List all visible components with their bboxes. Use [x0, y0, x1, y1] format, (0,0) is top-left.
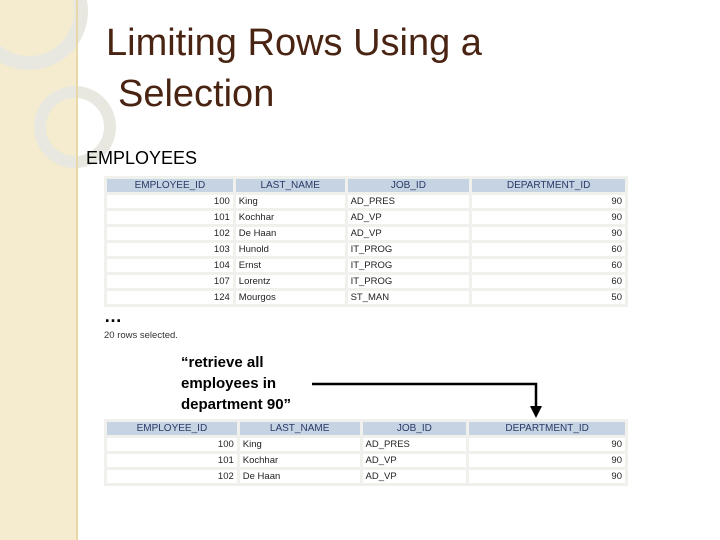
- ellipsis: …: [104, 306, 122, 326]
- table-header-row: [107, 422, 625, 435]
- table-caption: EMPLOYEES: [86, 148, 198, 168]
- cell-job-id: AD_VP: [363, 454, 467, 467]
- cell-employee-id: 101: [107, 454, 237, 467]
- cell-department-id: 90: [469, 470, 625, 483]
- slide-title-line-1: Limiting Rows Using a: [106, 22, 482, 64]
- column-header: LAST_NAME: [236, 179, 345, 192]
- cell-last-name: Ernst: [236, 259, 345, 272]
- cell-job-id: IT_PROG: [348, 275, 470, 288]
- cell-employee-id: 107: [107, 275, 233, 288]
- column-header: EMPLOYEE_ID: [107, 179, 233, 192]
- cell-department-id: 90: [469, 454, 625, 467]
- cell-department-id: 60: [472, 275, 625, 288]
- callout-line: “retrieve all: [181, 354, 264, 371]
- cell-job-id: IT_PROG: [348, 243, 470, 256]
- cell-job-id: AD_PRES: [348, 195, 470, 208]
- column-header: LAST_NAME: [240, 422, 360, 435]
- cell-last-name: Lorentz: [236, 275, 345, 288]
- table-row: [107, 470, 625, 483]
- callout-line: department 90”: [181, 396, 292, 413]
- cell-employee-id: 102: [107, 227, 233, 240]
- column-header: DEPARTMENT_ID: [469, 422, 625, 435]
- column-header: EMPLOYEE_ID: [107, 422, 237, 435]
- callout-line: employees in: [181, 375, 277, 392]
- column-header: DEPARTMENT_ID: [472, 179, 625, 192]
- cell-job-id: AD_VP: [348, 227, 470, 240]
- table-row: [107, 454, 625, 467]
- table-row: [107, 438, 625, 451]
- cell-job-id: AD_VP: [363, 470, 467, 483]
- cell-department-id: 60: [472, 259, 625, 272]
- cell-department-id: 50: [472, 291, 625, 304]
- cell-job-id: ST_MAN: [348, 291, 470, 304]
- cell-job-id: IT_PROG: [348, 259, 470, 272]
- cell-employee-id: 102: [107, 470, 237, 483]
- cell-last-name: King: [236, 195, 345, 208]
- cell-employee-id: 100: [107, 438, 237, 451]
- cell-job-id: AD_PRES: [363, 438, 467, 451]
- cell-job-id: AD_VP: [348, 211, 470, 224]
- cell-employee-id: 101: [107, 211, 233, 224]
- cell-employee-id: 104: [107, 259, 233, 272]
- cell-department-id: 60: [472, 243, 625, 256]
- cell-last-name: Hunold: [236, 243, 345, 256]
- cell-last-name: De Haan: [240, 470, 360, 483]
- cell-employee-id: 103: [107, 243, 233, 256]
- slide-title-line-2: Selection: [118, 73, 275, 115]
- cell-department-id: 90: [469, 438, 625, 451]
- cell-department-id: 90: [472, 195, 625, 208]
- column-header: JOB_ID: [363, 422, 467, 435]
- cell-last-name: Kochhar: [236, 211, 345, 224]
- cell-department-id: 90: [472, 211, 625, 224]
- cell-last-name: King: [240, 438, 360, 451]
- filtered-employees-table: [104, 419, 628, 486]
- rows-selected-note: 20 rows selected.: [104, 330, 178, 341]
- cell-last-name: De Haan: [236, 227, 345, 240]
- cell-last-name: Kochhar: [240, 454, 360, 467]
- cell-employee-id: 100: [107, 195, 233, 208]
- cell-department-id: 90: [472, 227, 625, 240]
- cell-employee-id: 124: [107, 291, 233, 304]
- cell-last-name: Mourgos: [236, 291, 345, 304]
- column-header: JOB_ID: [348, 179, 470, 192]
